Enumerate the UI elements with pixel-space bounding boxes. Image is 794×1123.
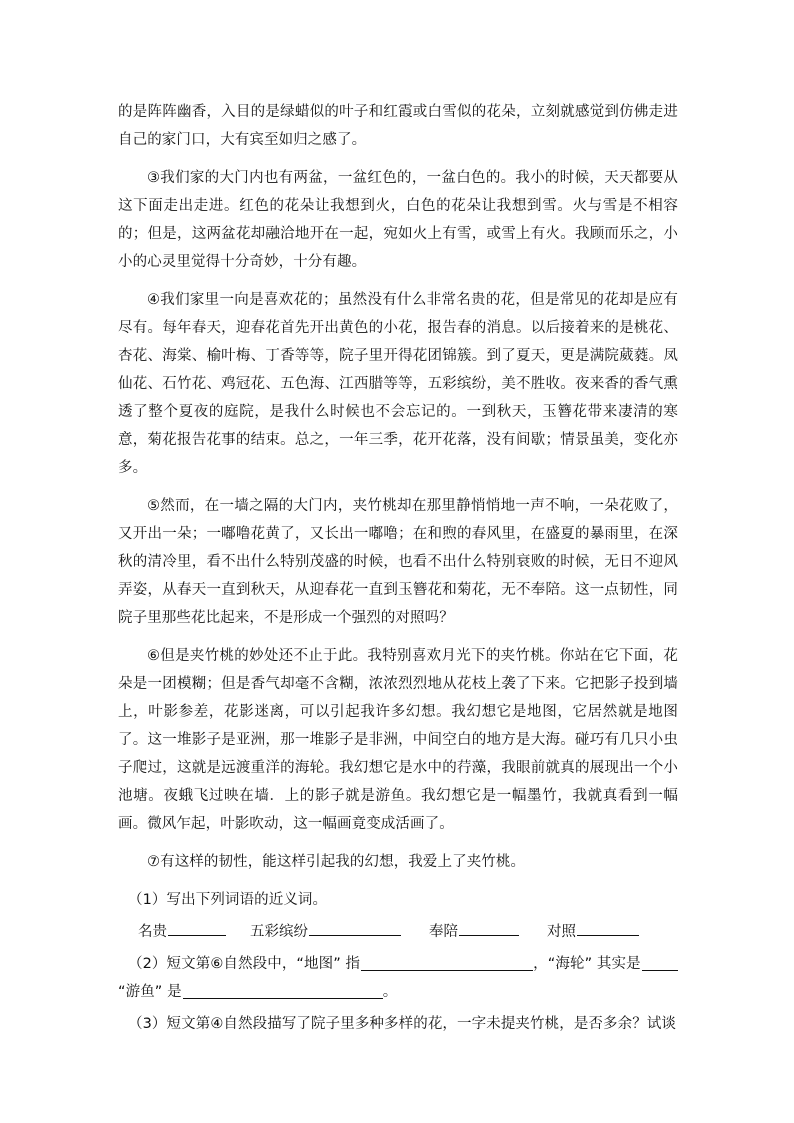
answer-blank[interactable] (309, 919, 401, 936)
paragraph-3: ③我们家的大门内也有两盆，一盆红色的，一盆白色的。我小的时候，天天都要从这下面走出走进。红色的花朵让我想到火，白色的花朵让我想到雪。火与雪是不相容的；但是，这两盆花却融洽地开在一起，宛如火上有雪，或雪上有火。我顾而乐之，小小的心灵里觉得十分奇妙，十分有趣。 (118, 170, 678, 270)
paragraph-6: ⑥但是夹竹桃的妙处还不止于此。我特别喜欢月光下的夹竹桃。你站在它下面，花朵是一团模糊；但是香气却毫不含糊，浓浓烈烈地从花枝上袭了下来。它把影子投到墙上，叶影参差，花影迷离，可以引起我许多幻想。我幻想它是地图，它居然就是地图了。这一堆影子是亚洲，那一堆影子是非洲，中间空白的地方是大海。碰巧有几只小虫子爬过，这就是远渡重洋的海轮。我幻想它是水中的荇藻，我眼前就真的展现出一个小池塘。夜蛾飞过映在墙．上的影子就是游鱼。我幻想它是一幅墨竹，我就真看到一幅画。微风乍起，叶影吹动，这一幅画竟变成活画了。 (118, 648, 678, 832)
answer-blank-ship[interactable] (642, 954, 678, 971)
answer-blank-fish[interactable] (183, 982, 383, 999)
question-1-label: （1）写出下列词语的近义词。 (128, 892, 328, 908)
document-page (118, 98, 678, 1038)
question-3: （3）短文第④自然段描写了院子里多种多样的花，一字未提夹竹桃，是否多余？试谈 (128, 1016, 677, 1032)
answer-blank[interactable] (577, 919, 639, 936)
question-2-end: 。 (382, 984, 398, 1000)
question-2-part2: ，“海轮” 其实是 (533, 956, 641, 972)
paragraph-5: ⑤然而，在一墙之隔的大门内，夹竹桃却在那里静悄悄地一声不响，一朵花败了，又开出一朵；一嘟噜花黄了，又长出一嘟噜；在和煦的春风里，在盛夏的暴雨里，在深秋的清冷里，看不出什么特别茂盛的时候，也看不出什么特别衰败的时候，无日不迎风弄姿，从春天一直到秋天，从迎春花一直到玉簪花和菊花，无不奉陪。这一点韧性，同院子里那些花比起来，不是形成一个强烈的对照吗？ (118, 498, 678, 626)
question-2-part1: （2）短文第⑥自然段中，“地图” 指 (128, 956, 361, 972)
vocab-item-3 (429, 918, 519, 946)
vocab-item-2 (250, 918, 401, 946)
paragraph-7: ⑦有这样的韧性，能这样引起我的幻想，我爱上了夹竹桃。 (147, 854, 526, 870)
vocab-word: 奉陪 (429, 924, 458, 940)
vocab-item-4 (547, 918, 639, 946)
question-1-vocab-row (138, 918, 678, 946)
vocab-word: 对照 (547, 924, 576, 940)
vocab-word: 五彩缤纷 (250, 924, 308, 940)
question-2-part3: “游鱼” 是 (118, 984, 182, 1000)
question-2 (118, 950, 678, 1006)
answer-blank[interactable] (168, 919, 226, 936)
vocab-item-1 (138, 918, 226, 946)
answer-blank[interactable] (459, 919, 519, 936)
paragraph-4: ④我们家里一向是喜欢花的；虽然没有什么非常名贵的花，但是常见的花却是应有尽有。每年春天，迎春花首先开出黄色的小花，报告春的消息。以后接着来的是桃花、杏花、海棠、榆叶梅、丁香等等，院子里开得花团锦簇。到了夏天，更是满院葳蕤。凤仙花、石竹花、鸡冠花、五色海、江西腊等等，五彩缤纷，美不胜收。夜来香的香气熏透了整个夏夜的庭院，是我什么时候也不会忘记的。一到秋天，玉簪花带来凄清的寒意，菊花报告花事的结束。总之，一年三季，花开花落，没有间歇；情景虽美，变化亦多。 (118, 292, 678, 476)
paragraph-continuation: 的是阵阵幽香，入目的是绿蜡似的叶子和红霞或白雪似的花朵，立刻就感觉到仿佛走进自己的家门口，大有宾至如归之感了。 (118, 104, 678, 148)
vocab-word: 名贵 (138, 924, 167, 940)
answer-blank-map[interactable] (361, 954, 533, 971)
